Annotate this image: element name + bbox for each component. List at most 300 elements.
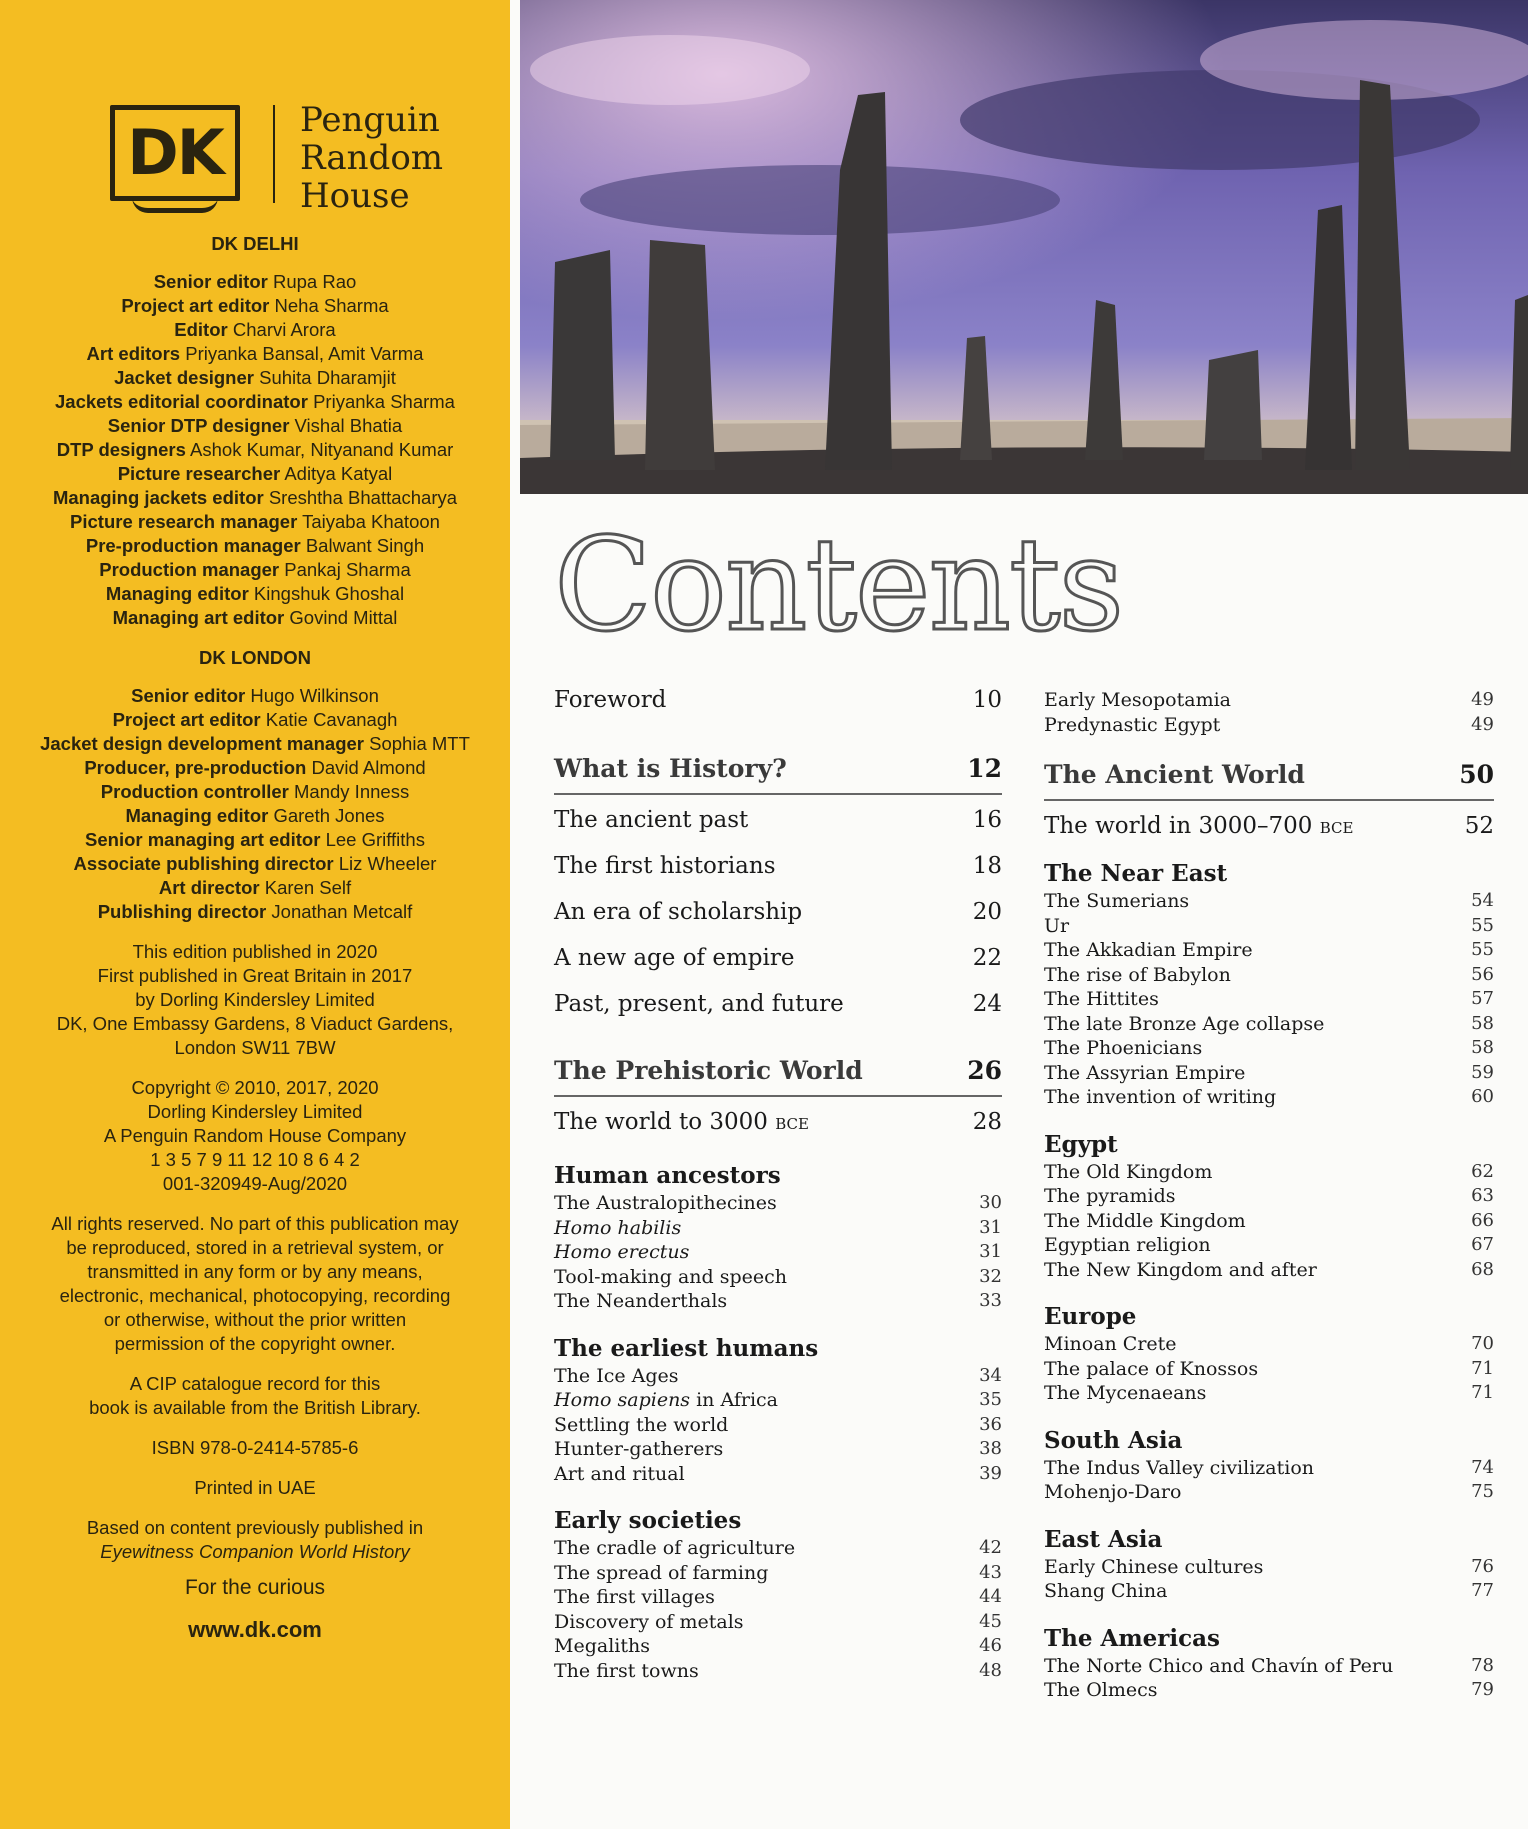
toc-item[interactable]: [554, 1191, 1002, 1216]
imprint-line: First published in Great Britain in 2017: [97, 965, 413, 986]
toc-item[interactable]: [1044, 1209, 1494, 1234]
toc-entry-label: The invention of writing: [1044, 1086, 1277, 1108]
credit-row: [0, 828, 510, 852]
toc-entry-label: The spread of farming: [554, 1561, 769, 1584]
toc-item[interactable]: [1044, 1480, 1494, 1505]
credit-row: [0, 414, 510, 438]
toc-item[interactable]: [1044, 688, 1494, 713]
toc-group: [1044, 1426, 1494, 1505]
toc-entry-overview[interactable]: [1044, 811, 1494, 851]
toc-item[interactable]: [554, 1462, 1002, 1487]
credit-role: Managing editor: [105, 583, 249, 604]
toc-page-number: 59: [1471, 1061, 1494, 1083]
standing-stones-photo: [520, 0, 1528, 494]
credit-role: Jackets editorial coordinator: [55, 391, 308, 412]
toc-item[interactable]: [554, 1240, 1002, 1265]
toc-item[interactable]: [1044, 1654, 1494, 1679]
imprint-line: A Penguin Random House Company: [103, 1125, 407, 1146]
toc-page-number: 74: [1471, 1456, 1494, 1478]
toc-page-number: 71: [1471, 1382, 1494, 1403]
standing-stones-image: [520, 0, 1528, 494]
toc-item[interactable]: [1044, 1085, 1494, 1110]
isbn: ISBN 978-0-2414-5785-6: [151, 1437, 359, 1458]
toc-item[interactable]: [554, 1536, 1002, 1561]
credit-row: [0, 876, 510, 900]
toc-group-title[interactable]: Europe: [1044, 1303, 1137, 1330]
section-title: What is History?: [554, 754, 787, 783]
credit-role: Jacket design development manager: [40, 733, 364, 754]
toc-item[interactable]: [1044, 1061, 1494, 1086]
toc-page-number: 39: [979, 1462, 1002, 1484]
toc-group: [554, 1506, 1002, 1683]
toc-group: [554, 1334, 1002, 1487]
credit-role: Project art editor: [112, 709, 261, 730]
toc-item[interactable]: [1044, 1184, 1494, 1209]
toc-page-number: 78: [1471, 1654, 1494, 1676]
credit-name: Jonathan Metcalf: [271, 901, 413, 922]
toc-group: [554, 1161, 1002, 1314]
toc-chapter-entry[interactable]: [554, 851, 1002, 897]
imprint-line: 001-320949-Aug/2020: [162, 1173, 348, 1194]
tagline: For the curious: [184, 1576, 326, 1599]
credit-row: [0, 732, 510, 756]
toc-entry-label: The rise of Babylon: [1044, 963, 1231, 986]
toc-page-number: 49: [1471, 713, 1494, 735]
toc-item[interactable]: [1044, 1357, 1494, 1382]
credit-name: Liz Wheeler: [338, 853, 437, 874]
credit-name: Sreshtha Bhattacharya: [268, 487, 458, 508]
imprint-line: 1 3 5 7 9 11 12 10 8 6 4 2: [150, 1149, 360, 1170]
toc-entry-label: The Middle Kingdom: [1044, 1209, 1246, 1232]
toc-page-number: 43: [979, 1561, 1002, 1583]
book-icon: [132, 197, 218, 213]
toc-page-number: 79: [1471, 1679, 1494, 1700]
dk-london-heading: DK LONDON: [198, 647, 312, 668]
credit-row: [0, 318, 510, 342]
credit-row: [0, 294, 510, 318]
toc-group: [1044, 1525, 1494, 1604]
rights-notice: [0, 1212, 510, 1356]
copyright-notice: [0, 1076, 510, 1196]
toc-item[interactable]: [554, 1659, 1002, 1684]
imprint-line: or otherwise, without the prior written: [103, 1309, 407, 1330]
credit-role: Project art editor: [121, 295, 270, 316]
toc-group-title[interactable]: Human ancestors: [554, 1162, 781, 1189]
toc-item[interactable]: [554, 1437, 1002, 1462]
toc-page-number: 58: [1471, 1037, 1494, 1058]
toc-page-number: 16: [972, 807, 1002, 833]
toc-group: [1044, 1130, 1494, 1283]
dk-logo: [110, 105, 240, 201]
toc-entry-label: Settling the world: [554, 1413, 729, 1436]
toc-entry-label: The first historians: [554, 853, 776, 879]
toc-continued-items: [1044, 688, 1494, 737]
toc-entry-label: The Old Kingdom: [1044, 1160, 1213, 1183]
toc-page-number: 63: [1471, 1185, 1494, 1206]
imprint-line: Copyright © 2010, 2017, 2020: [131, 1077, 379, 1098]
toc-item[interactable]: [1044, 1233, 1494, 1258]
toc-right-column: [1044, 688, 1494, 1703]
credit-role: Senior managing art editor: [85, 829, 321, 850]
toc-page-number: 46: [979, 1635, 1002, 1656]
toc-page-number: 10: [972, 687, 1002, 713]
credit-row: [0, 486, 510, 510]
dk-delhi-heading: DK DELHI: [211, 233, 299, 254]
toc-page-number: 31: [979, 1216, 1002, 1238]
toc-page-number: 56: [1471, 963, 1494, 985]
toc-entry-label: Egyptian religion: [1044, 1234, 1211, 1256]
toc-page-number: 57: [1471, 988, 1494, 1009]
credit-role: Art director: [158, 877, 260, 898]
toc-entry-label: The world in 3000–700: [1044, 813, 1313, 839]
credit-row: [0, 804, 510, 828]
toc-page-number: 50: [1459, 760, 1494, 789]
credit-role: Senior editor: [153, 271, 268, 292]
toc-item[interactable]: [554, 1364, 1002, 1389]
toc-entry-label: The Hittites: [1044, 988, 1159, 1010]
toc-entry-label: The Phoenicians: [1044, 1037, 1203, 1059]
toc-page-number: 58: [1471, 1012, 1494, 1034]
credit-name: Taiyaba Khatoon: [302, 511, 440, 532]
credit-role: Publishing director: [97, 901, 267, 922]
imprint-line: be reproduced, stored in a retrieval system, or: [66, 1237, 444, 1258]
dk-london-credits: [0, 684, 510, 924]
credit-name: Govind Mittal: [289, 607, 398, 628]
credit-row: [0, 510, 510, 534]
toc-page-number: 62: [1471, 1160, 1494, 1182]
toc-entry-label: The palace of Knossos: [1044, 1357, 1259, 1380]
toc-item[interactable]: [554, 1561, 1002, 1586]
imprint-line: London SW11 7BW: [174, 1037, 336, 1058]
toc-page-number: 45: [979, 1610, 1002, 1632]
imprint-line: book is available from the British Library.: [89, 1397, 421, 1418]
toc-page-number: 54: [1471, 890, 1494, 911]
credit-role: Production controller: [100, 781, 289, 802]
toc-item[interactable]: [554, 1634, 1002, 1659]
what-is-history-chapters: [554, 805, 1002, 1035]
toc-item[interactable]: [1044, 963, 1494, 988]
toc-page-number: 76: [1471, 1555, 1494, 1577]
toc-left-column: [554, 685, 1002, 1683]
credit-row: [0, 708, 510, 732]
toc-page-number: 33: [979, 1290, 1002, 1311]
wordmark-line: Penguin: [300, 100, 440, 140]
toc-entry-label: The Assyrian Empire: [1044, 1061, 1246, 1084]
section-title: The Prehistoric World: [554, 1056, 863, 1085]
toc-group-title[interactable]: Egypt: [1044, 1130, 1118, 1158]
credit-row: [0, 390, 510, 414]
imprint-line: This edition published in 2020: [132, 941, 378, 962]
toc-page-number: 71: [1471, 1357, 1494, 1379]
credit-row: [0, 438, 510, 462]
toc-entry-label: The ancient past: [554, 807, 749, 833]
toc-item[interactable]: [1044, 1036, 1494, 1061]
dk-delhi-credits: [0, 270, 510, 630]
toc-group-title[interactable]: South Asia: [1044, 1426, 1183, 1454]
toc-entry-label: Hunter-gatherers: [554, 1438, 724, 1460]
toc-page-number: 60: [1471, 1086, 1494, 1107]
toc-page-number: 42: [979, 1537, 1002, 1558]
toc-item[interactable]: [1044, 1258, 1494, 1283]
era-label: BCE: [1319, 819, 1354, 837]
toc-entry-label: An era of scholarship: [554, 899, 803, 925]
toc-entry-label: Past, present, and future: [554, 991, 844, 1017]
toc-entry-label: The pyramids: [1044, 1185, 1176, 1207]
credit-role: Senior editor: [131, 685, 246, 706]
cip-notice: [0, 1372, 510, 1420]
toc-entry-label: Art and ritual: [554, 1462, 685, 1485]
credit-name: Sophia MTT: [369, 733, 470, 754]
toc-page-number: 26: [967, 1056, 1002, 1085]
toc-item[interactable]: [1044, 987, 1494, 1012]
toc-item[interactable]: [1044, 1456, 1494, 1481]
toc-page-number: 70: [1471, 1333, 1494, 1354]
toc-entry-label: The New Kingdom and after: [1044, 1258, 1317, 1281]
toc-group-title[interactable]: The Americas: [1044, 1624, 1221, 1652]
section-what-is-history[interactable]: [554, 751, 1002, 795]
toc-page-number: 22: [972, 945, 1002, 971]
toc-page-number: 68: [1471, 1258, 1494, 1280]
imprint-line: electronic, mechanical, photocopying, recording: [59, 1285, 451, 1306]
credit-name: Rupa Rao: [272, 271, 357, 292]
toc-entry-label: The Mycenaeans: [1044, 1382, 1207, 1404]
toc-page-number: 36: [979, 1413, 1002, 1435]
toc-entry-label: The Akkadian Empire: [1044, 939, 1253, 961]
credit-row: [0, 462, 510, 486]
toc-chapter-entry[interactable]: [554, 989, 1002, 1035]
toc-item[interactable]: [554, 1216, 1002, 1241]
toc-page-number: 20: [972, 899, 1002, 925]
toc-item[interactable]: [554, 1585, 1002, 1610]
toc-entry-label: Early Chinese cultures: [1044, 1555, 1264, 1578]
toc-group: [1044, 1624, 1494, 1703]
credit-name: Charvi Arora: [232, 319, 336, 340]
toc-item[interactable]: [554, 1610, 1002, 1635]
credit-name: Suhita Dharamjit: [259, 367, 396, 388]
toc-entry-foreword[interactable]: [554, 685, 1002, 731]
toc-item[interactable]: [554, 1289, 1002, 1314]
toc-entry-label: Discovery of metals: [554, 1610, 744, 1633]
dk-logo-text: DK: [127, 116, 223, 189]
imprint-line: Dorling Kindersley Limited: [147, 1101, 363, 1122]
era-label: BCE: [775, 1115, 809, 1133]
toc-page-number: 34: [979, 1364, 1002, 1386]
toc-item[interactable]: [1044, 1160, 1494, 1185]
toc-entry-label: Megaliths: [554, 1635, 650, 1657]
toc-group: [1044, 859, 1494, 1110]
publisher-logo: [110, 100, 470, 225]
toc-item[interactable]: [1044, 1555, 1494, 1580]
section-ancient-world[interactable]: [1044, 757, 1494, 801]
credit-name: Lee Griffiths: [325, 829, 425, 850]
toc-entry-label: Homo erectus: [554, 1241, 690, 1263]
credit-role: Art editors: [86, 343, 181, 364]
toc-page-number: 35: [979, 1389, 1002, 1410]
credit-name: Priyanka Bansal, Amit Varma: [185, 343, 424, 364]
toc-item[interactable]: [554, 1388, 1002, 1413]
credits: [0, 232, 510, 1642]
toc-entry-label: Mohenjo-Daro: [1044, 1481, 1182, 1503]
credit-row: [0, 270, 510, 294]
toc-entry-label: The Olmecs: [1044, 1679, 1158, 1701]
toc-entry-label: The world to 3000: [554, 1109, 768, 1135]
credit-name: Ashok Kumar, Nityanand Kumar: [190, 439, 454, 460]
credit-role: DTP designers: [56, 439, 186, 460]
imprint-line: transmitted in any form or by any means,: [87, 1261, 423, 1282]
toc-entry-label: Shang China: [1044, 1580, 1168, 1602]
toc-page-number: 77: [1471, 1580, 1494, 1601]
toc-entry-label: Tool-making and speech: [554, 1265, 787, 1288]
credit-row: [0, 780, 510, 804]
toc-entry-suffix: in Africa: [690, 1389, 779, 1411]
toc-item[interactable]: [1044, 1332, 1494, 1357]
toc-page-number: 75: [1471, 1481, 1494, 1502]
toc-entry-label: Foreword: [554, 687, 667, 713]
toc-page-number: 52: [1464, 813, 1494, 839]
credit-name: Kingshuk Ghoshal: [253, 583, 405, 604]
toc-entry-label: The Norte Chico and Chavín of Peru: [1044, 1654, 1394, 1677]
wordmark-line: House: [300, 176, 410, 216]
toc-page-number: 66: [1471, 1209, 1494, 1231]
toc-item[interactable]: [554, 1265, 1002, 1290]
toc-page-number: 44: [979, 1586, 1002, 1607]
toc-group: [1044, 1302, 1494, 1406]
toc-page-number: 30: [979, 1192, 1002, 1213]
toc-entry-label: The Sumerians: [1044, 890, 1190, 912]
toc-group-title[interactable]: Early societies: [554, 1507, 742, 1534]
section-title: The Ancient World: [1044, 760, 1305, 789]
toc-item[interactable]: [554, 1413, 1002, 1438]
credit-row: [0, 606, 510, 630]
prehistoric-groups: [554, 1161, 1002, 1683]
imprint-line: A CIP catalogue record for this: [129, 1373, 381, 1394]
imprint-line: permission of the copyright owner.: [114, 1333, 396, 1354]
toc-item[interactable]: [1044, 1678, 1494, 1703]
toc-page-number: 31: [979, 1241, 1002, 1262]
credit-row: [0, 366, 510, 390]
credit-role: Picture research manager: [70, 511, 298, 532]
toc-item[interactable]: [1044, 1579, 1494, 1604]
credit-name: Aditya Katyal: [284, 463, 393, 484]
toc-page-number: 48: [979, 1659, 1002, 1681]
toc-entry-label: The cradle of agriculture: [554, 1537, 796, 1559]
toc-page-number: 38: [979, 1438, 1002, 1459]
credit-name: Karen Self: [264, 877, 352, 898]
credit-row: [0, 342, 510, 366]
toc-page-number: 24: [972, 991, 1002, 1017]
credit-name: Neha Sharma: [274, 295, 389, 316]
toc-entry-label: Early Mesopotamia: [1044, 689, 1232, 711]
logo-divider: [273, 105, 275, 203]
credit-row: [0, 534, 510, 558]
toc-item[interactable]: [1044, 914, 1494, 939]
penguin-random-house-wordmark: [300, 101, 443, 215]
toc-entry-label: Minoan Crete: [1044, 1333, 1177, 1355]
credit-role: Associate publishing director: [73, 853, 334, 874]
toc-page-number: 28: [972, 1109, 1002, 1135]
credit-name: Katie Cavanagh: [265, 709, 398, 730]
credit-role: Managing jackets editor: [52, 487, 264, 508]
imprint-panel: [0, 0, 510, 1829]
credit-name: Mandy Inness: [294, 781, 410, 802]
credit-role: Picture researcher: [117, 463, 281, 484]
credit-name: Vishal Bhatia: [294, 415, 403, 436]
toc-entry-label: Homo habilis: [554, 1216, 682, 1239]
credit-role: Editor: [174, 319, 228, 340]
credit-name: Priyanka Sharma: [313, 391, 455, 412]
toc-entry-label: The late Bronze Age collapse: [1044, 1012, 1325, 1035]
credit-name: David Almond: [311, 757, 426, 778]
based-on-title: Eyewitness Companion World History: [100, 1541, 410, 1562]
toc-page-number: 12: [967, 754, 1002, 783]
ancient-groups: [1044, 859, 1494, 1703]
toc-chapter-entry[interactable]: [554, 897, 1002, 943]
toc-group-title[interactable]: The Near East: [1044, 860, 1228, 887]
toc-entry-overview[interactable]: [554, 1107, 1002, 1153]
website-link[interactable]: www.dk.com: [188, 1617, 322, 1642]
toc-item[interactable]: [1044, 889, 1494, 914]
toc-entry-label: The first villages: [554, 1586, 715, 1608]
credit-name: Hugo Wilkinson: [250, 685, 379, 706]
toc-entry-label: The first towns: [554, 1659, 699, 1682]
imprint-line: by Dorling Kindersley Limited: [135, 989, 375, 1010]
based-on-notice: [0, 1516, 510, 1564]
wordmark-line: Random: [300, 138, 444, 178]
toc-entry-label: The Neanderthals: [554, 1290, 728, 1312]
toc-chapter-entry[interactable]: [554, 943, 1002, 989]
toc-entry-label: Ur: [1044, 914, 1070, 937]
credit-role: Senior DTP designer: [107, 415, 290, 436]
toc-entry-label: The Indus Valley civilization: [1044, 1456, 1315, 1479]
toc-page-number: 67: [1471, 1234, 1494, 1255]
credit-row: [0, 756, 510, 780]
credit-name: Pankaj Sharma: [284, 559, 411, 580]
based-on-text: Based on content previously published in: [86, 1517, 424, 1538]
section-prehistoric-world[interactable]: [554, 1053, 1002, 1097]
toc-entry-label: Homo sapiens: [554, 1389, 691, 1411]
toc-entry-label: The Ice Ages: [554, 1364, 679, 1387]
credit-role: Producer, pre-production: [84, 757, 307, 778]
toc-group-title[interactable]: East Asia: [1044, 1525, 1163, 1553]
imprint-line: DK, One Embassy Gardens, 8 Viaduct Gardens,: [56, 1013, 454, 1034]
credit-role: Jacket designer: [114, 367, 254, 388]
credit-role: Managing editor: [125, 805, 269, 826]
credit-name: Balwant Singh: [305, 535, 425, 556]
toc-item[interactable]: [1044, 1381, 1494, 1406]
toc-group-title[interactable]: The earliest humans: [554, 1334, 819, 1362]
toc-entry-label: A new age of empire: [554, 945, 795, 971]
toc-page-number: 18: [972, 853, 1002, 879]
toc-chapter-entry[interactable]: [554, 805, 1002, 851]
credit-role: Managing art editor: [112, 607, 285, 628]
credit-row: [0, 684, 510, 708]
toc-item[interactable]: [1044, 713, 1494, 738]
credit-row: [0, 900, 510, 924]
toc-page-number: 49: [1471, 689, 1494, 710]
toc-page-number: 55: [1471, 939, 1494, 960]
imprint-line: All rights reserved. No part of this publication may: [51, 1213, 459, 1234]
toc-page-number: 55: [1471, 914, 1494, 936]
toc-item[interactable]: [1044, 1012, 1494, 1037]
toc-entry-label: The Australopithecines: [554, 1192, 777, 1214]
contents-title: Contents: [554, 511, 1123, 660]
credit-row: [0, 582, 510, 606]
credit-name: Gareth Jones: [273, 805, 385, 826]
toc-item[interactable]: [1044, 938, 1494, 963]
printed-in: Printed in UAE: [194, 1477, 316, 1498]
edition-notice: [0, 940, 510, 1060]
credit-row: [0, 852, 510, 876]
